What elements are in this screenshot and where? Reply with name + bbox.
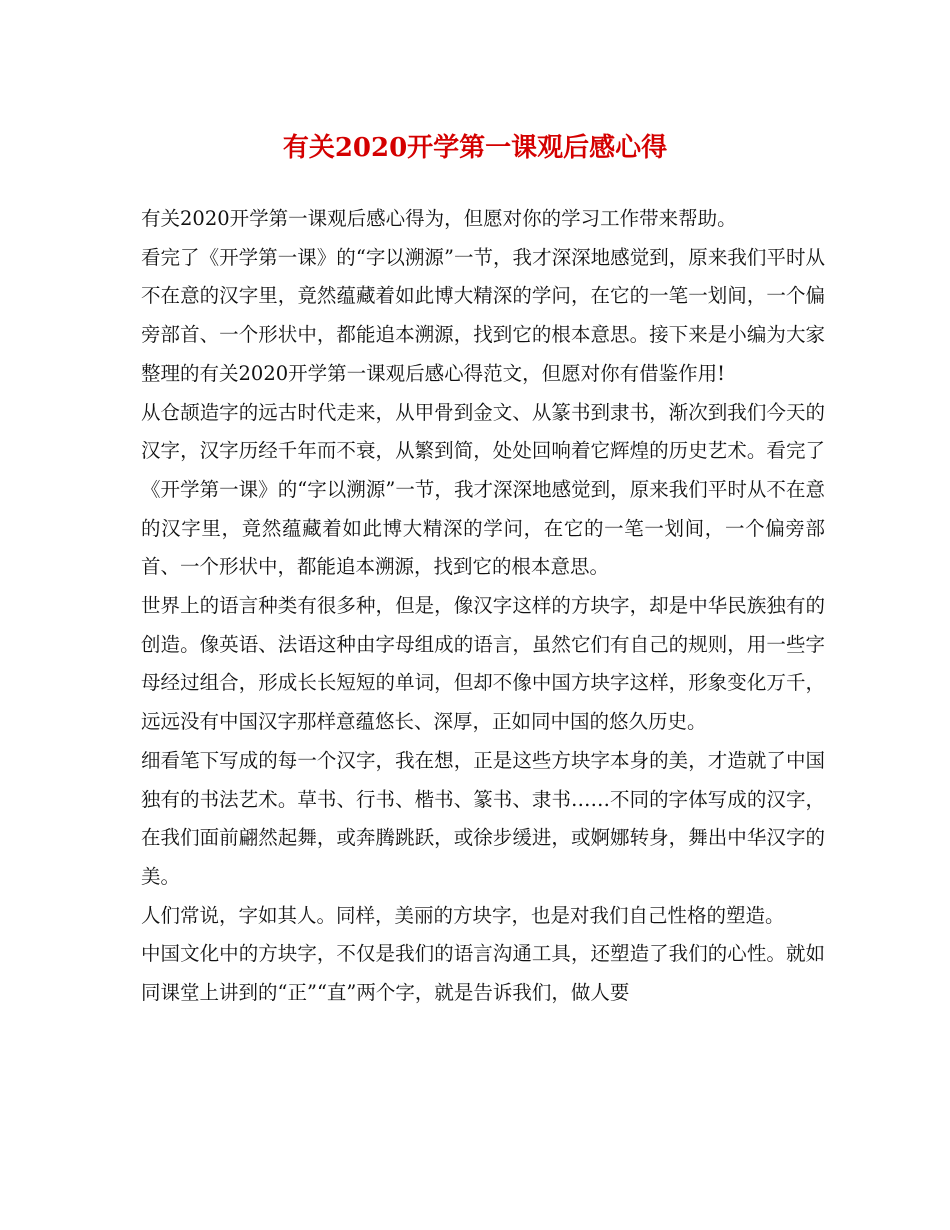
paragraph: 看完了《开学第一课》的“字以溯源”一节，我才深深地感觉到，原来我们平时从不在意的汉字里，竟然蕴藏着如此博大精深的学问，在它的一笔一划间，一个偏旁部首、一个形状中，都能追本溯源，找到它的根本意思。接下来是小编为大家整理的有关2020开学第一课观后感心得范文，但愿对你有借鉴作用! [141,245,825,385]
paragraph: 从仓颉造字的远古时代走来，从甲骨到金文、从篆书到隶书，渐次到我们今天的汉字，汉字历经千年而不衰，从繁到简，处处回响着它辉煌的历史艺术。看完了《开学第一课》的“字以溯源”一节，我才深深地感觉到，原来我们平时从不在意的汉字里，竟然蕴藏着如此博大精深的学问，在它的一笔一划间，一个偏旁部首、一个形状中，都能追本溯源，找到它的根本意思。 [141,400,825,579]
paragraph: 细看笔下写成的每一个汉字，我在想，正是这些方块字本身的美，才造就了中国独有的书法艺术。草书、行书、楷书、篆书、隶书……不同的字体写成的汉字，在我们面前翩然起舞，或奔腾跳跃，或徐步缓进，或婀娜转身，舞出中华汉字的美。 [141,748,825,888]
document-body [141,200,825,1013]
paragraph: 人们常说，字如其人。同样，美丽的方块字，也是对我们自己性格的塑造。 [141,903,785,927]
document-title: 有关2020开学第一课观后感心得 [282,133,668,163]
paragraph: 世界上的语言种类有很多种，但是，像汉字这样的方块字，却是中华民族独有的创造。像英语、法语这种由字母组成的语言，虽然它们有自己的规则，用一些字母经过组合，形成长长短短的单词，但却不像中国方块字这样，形象变化万千，远远没有中国汉字那样意蕴悠长、深厚，正如同中国的悠久历史。 [141,594,825,734]
paragraph: 有关2020开学第一课观后感心得为，但愿对你的学习工作带来帮助。 [141,207,737,230]
paragraph: 中国文化中的方块字，不仅是我们的语言沟通工具，还塑造了我们的心性。就如同课堂上讲到的“正”“直”两个字，就是告诉我们，做人要 [141,942,825,1005]
